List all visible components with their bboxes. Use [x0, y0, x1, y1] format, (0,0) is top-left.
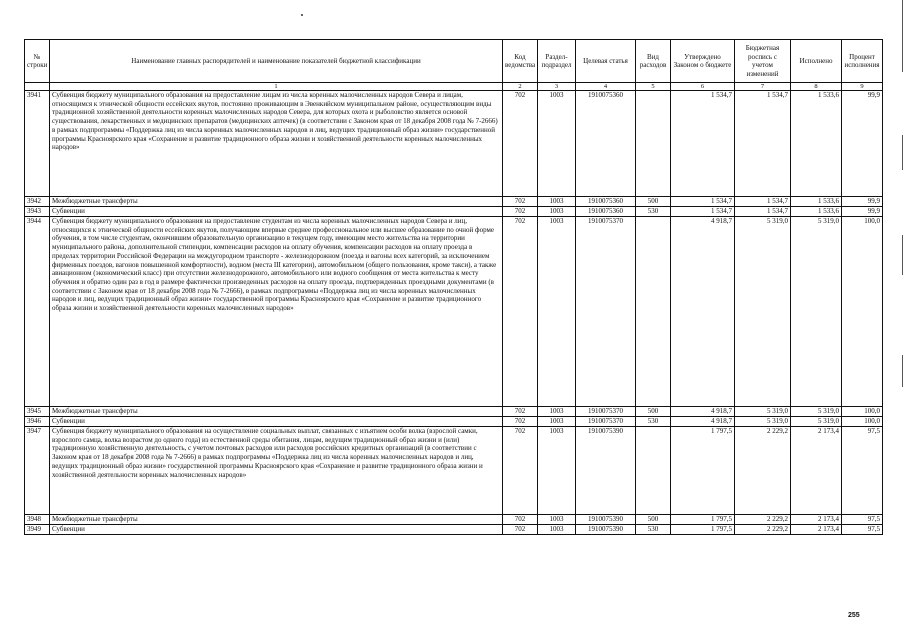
- section-code: 1003: [538, 207, 576, 217]
- speck: [301, 14, 303, 16]
- row-number: 3944: [25, 217, 50, 407]
- schedule-value: 1 534,7: [735, 207, 791, 217]
- percent-value: 99,9: [842, 91, 883, 197]
- target-code: 1910075390: [576, 515, 636, 525]
- row-number: 3946: [25, 417, 50, 427]
- approved-value: 1 534,7: [671, 197, 735, 207]
- target-code: 1910075370: [576, 417, 636, 427]
- executed-value: 5 319,0: [791, 417, 842, 427]
- target-code: 1910075360: [576, 207, 636, 217]
- col-header-schedule: Бюджетная роспись с учетом изменений: [735, 40, 791, 83]
- target-code: 1910075360: [576, 197, 636, 207]
- approved-value: 4 918,7: [671, 407, 735, 417]
- executed-value: 2 173,4: [791, 525, 842, 535]
- row-name: Межбюджетные трансферты: [50, 407, 503, 417]
- schedule-value: 5 319,0: [735, 407, 791, 417]
- col-header-row-no: № строки: [25, 40, 50, 83]
- dept-code: 702: [503, 515, 538, 525]
- expense-type: 500: [636, 407, 671, 417]
- col-number: 1: [50, 83, 503, 91]
- expense-type: [636, 91, 671, 197]
- executed-value: 2 173,4: [791, 427, 842, 515]
- col-number: 3: [538, 83, 576, 91]
- expense-type: 530: [636, 525, 671, 535]
- section-code: 1003: [538, 197, 576, 207]
- col-number: 2: [503, 83, 538, 91]
- section-code: 1003: [538, 427, 576, 515]
- row-name: Субвенция бюджету муниципального образования на предоставление студентам из числа коренных малочисленных народов Севера и лиц, относящихся к этнической общности ессейских якутов, получающим впервые среднее профессиональное или высшее образование по очной форме обучения, в том числе студентам, окончившим образовательную организацию в текущем году, имеющим место жительства на территории муниципального района, дополнительной стипендии, компенсации расходов на оплату обучения, компенсации расходов на оплату проезда в пределах территории Российской Федерации на междугородном транспорте - железнодорожном (поезда и вагоны всех категорий, за исключением фирменных поездов, вагонов повышенной комфортности), водном (места III категории), автомобильном (общего пользования, кроме такси), а также авиационном (экономический класс) при отсутствии железнодорожного, автомобильного или водного сообщения от места жительства к месту обучения и обратно один раз в год в размере фактически произведенных расходов на оплату проезда, подтвержденных проездными документами (в соответствии с Законом края от 18 декабря 2008 года № 7-2666), в рамках подпрограммы «Поддержка лиц из числа коренных малочисленных народов и лиц, ведущих традиционный образ жизни» государственной программы Красноярского края «Сохранение и развитие традиционного образа жизни и хозяйственной деятельности коренных малочисленных народов»: [50, 217, 503, 407]
- dept-code: 702: [503, 525, 538, 535]
- row-name: Субвенции: [50, 207, 503, 217]
- schedule-value: 5 319,0: [735, 217, 791, 407]
- target-code: 1910075370: [576, 407, 636, 417]
- column-number-row: [25, 83, 883, 91]
- approved-value: 1 797,5: [671, 515, 735, 525]
- col-number: 8: [791, 83, 842, 91]
- percent-value: 99,9: [842, 197, 883, 207]
- row-number: 3941: [25, 91, 50, 197]
- expense-type: 500: [636, 197, 671, 207]
- dept-code: 702: [503, 417, 538, 427]
- col-header-approved: Утверждено Законом о бюджете: [671, 40, 735, 83]
- page-edge-mark: [902, 135, 903, 170]
- col-number: [25, 83, 50, 91]
- table-row: [25, 407, 883, 417]
- row-name: Субвенции: [50, 525, 503, 535]
- schedule-value: 2 229,2: [735, 427, 791, 515]
- row-number: 3942: [25, 197, 50, 207]
- col-number: 7: [735, 83, 791, 91]
- executed-value: 5 319,0: [791, 217, 842, 407]
- percent-value: 97,5: [842, 525, 883, 535]
- section-code: 1003: [538, 91, 576, 197]
- expense-type: 530: [636, 207, 671, 217]
- executed-value: 1 533,6: [791, 207, 842, 217]
- col-number: 6: [671, 83, 735, 91]
- budget-table: [24, 39, 883, 535]
- executed-value: 1 533,6: [791, 91, 842, 197]
- row-number: 3947: [25, 427, 50, 515]
- percent-value: 99,9: [842, 207, 883, 217]
- col-header-executed: Исполнено: [791, 40, 842, 83]
- dept-code: 702: [503, 207, 538, 217]
- section-code: 1003: [538, 515, 576, 525]
- target-code: 1910075390: [576, 427, 636, 515]
- table-row: [25, 417, 883, 427]
- executed-value: 1 533,6: [791, 197, 842, 207]
- section-code: 1003: [538, 525, 576, 535]
- target-code: 1910075370: [576, 217, 636, 407]
- col-header-dept-code: Код ведомства: [503, 40, 538, 83]
- executed-value: 5 319,0: [791, 407, 842, 417]
- expense-type: 530: [636, 417, 671, 427]
- col-header-expense-type: Вид расходов: [636, 40, 671, 83]
- dept-code: 702: [503, 427, 538, 515]
- table-row: [25, 217, 883, 407]
- schedule-value: 1 534,7: [735, 197, 791, 207]
- row-number: 3943: [25, 207, 50, 217]
- approved-value: 1 797,5: [671, 525, 735, 535]
- percent-value: 100,0: [842, 407, 883, 417]
- expense-type: [636, 427, 671, 515]
- table-row: [25, 427, 883, 515]
- col-header-target: Целевая статья: [576, 40, 636, 83]
- col-header-percent: Процент исполнения: [842, 40, 883, 83]
- executed-value: 2 173,4: [791, 515, 842, 525]
- dept-code: 702: [503, 217, 538, 407]
- percent-value: 97,5: [842, 515, 883, 525]
- target-code: 1910075360: [576, 91, 636, 197]
- row-number: 3945: [25, 407, 50, 417]
- col-number: 5: [636, 83, 671, 91]
- dept-code: 702: [503, 407, 538, 417]
- page-edge-mark: [902, 0, 903, 72]
- approved-value: 1 534,7: [671, 91, 735, 197]
- row-number: 3949: [25, 525, 50, 535]
- percent-value: 100,0: [842, 217, 883, 407]
- table-row: [25, 515, 883, 525]
- section-code: 1003: [538, 417, 576, 427]
- percent-value: 100,0: [842, 417, 883, 427]
- row-name: Межбюджетные трансферты: [50, 197, 503, 207]
- row-name: Субвенции: [50, 417, 503, 427]
- approved-value: 4 918,7: [671, 417, 735, 427]
- target-code: 1910075390: [576, 525, 636, 535]
- table-row: [25, 91, 883, 197]
- dept-code: 702: [503, 197, 538, 207]
- percent-value: 97,5: [842, 427, 883, 515]
- row-name: Субвенция бюджету муниципального образования на предоставление лицам из числа коренных малочисленных народов Севера и лицам, относящимся к этнической общности ессейских якутов, постоянно проживающим в Эвенкийском муниципальном районе, осуществляющим виды традиционной хозяйственной деятельности коренных малочисленных народов Севера, для которых охота и рыболовство является основой существования, лекарственных и медицинских препаратов (медицинских аптечек) (в соответствии с Законом края от 18 декабря 2008 года № 7-2666) в рамках подпрограммы «Поддержка лиц из числа коренных малочисленных народов и лиц, ведущих традиционный образ жизни» государственной программы Красноярского края «Сохранение и развитие традиционного образа жизни и хозяйственной деятельности коренных малочисленных народов»: [50, 91, 503, 197]
- page-number: 255: [848, 612, 860, 619]
- col-number: 4: [576, 83, 636, 91]
- row-name: Субвенция бюджету муниципального образования на осуществление социальных выплат, связанных с изъятием особи волка (взрослой самки, взрослого самца, волка возрастом до одного года) из естественной среды обитания, лицам, ведущим традиционный образ жизни и (или) традиционную хозяйственную деятельность, с учетом почтовых расходов или расходов российских кредитных организаций (в соответствии с Законом края от 18 декабря 2008 года № 7-2666) в рамках подпрограммы «Поддержка лиц из числа коренных малочисленных народов и лиц, ведущих традиционный образ жизни» государственной программы Красноярского края «Сохранение и развитие традиционного образа жизни и хозяйственной деятельности коренных малочисленных народов»: [50, 427, 503, 515]
- page-edge-mark: [902, 235, 903, 275]
- approved-value: 1 797,5: [671, 427, 735, 515]
- page-edge-mark: [902, 355, 903, 387]
- expense-type: [636, 217, 671, 407]
- approved-value: 1 534,7: [671, 207, 735, 217]
- table-row: [25, 207, 883, 217]
- header-row: [25, 40, 883, 83]
- schedule-value: 2 229,2: [735, 515, 791, 525]
- row-number: 3948: [25, 515, 50, 525]
- expense-type: 500: [636, 515, 671, 525]
- table-row: [25, 197, 883, 207]
- schedule-value: 2 229,2: [735, 525, 791, 535]
- col-header-name: Наименование главных распорядителей и наименование показателей бюджетной классификации: [50, 40, 503, 83]
- schedule-value: 1 534,7: [735, 91, 791, 197]
- col-number: 9: [842, 83, 883, 91]
- dept-code: 702: [503, 91, 538, 197]
- table-row: [25, 525, 883, 535]
- row-name: Межбюджетные трансферты: [50, 515, 503, 525]
- col-header-section: Раздел-подраздел: [538, 40, 576, 83]
- section-code: 1003: [538, 217, 576, 407]
- schedule-value: 5 319,0: [735, 417, 791, 427]
- approved-value: 4 918,7: [671, 217, 735, 407]
- section-code: 1003: [538, 407, 576, 417]
